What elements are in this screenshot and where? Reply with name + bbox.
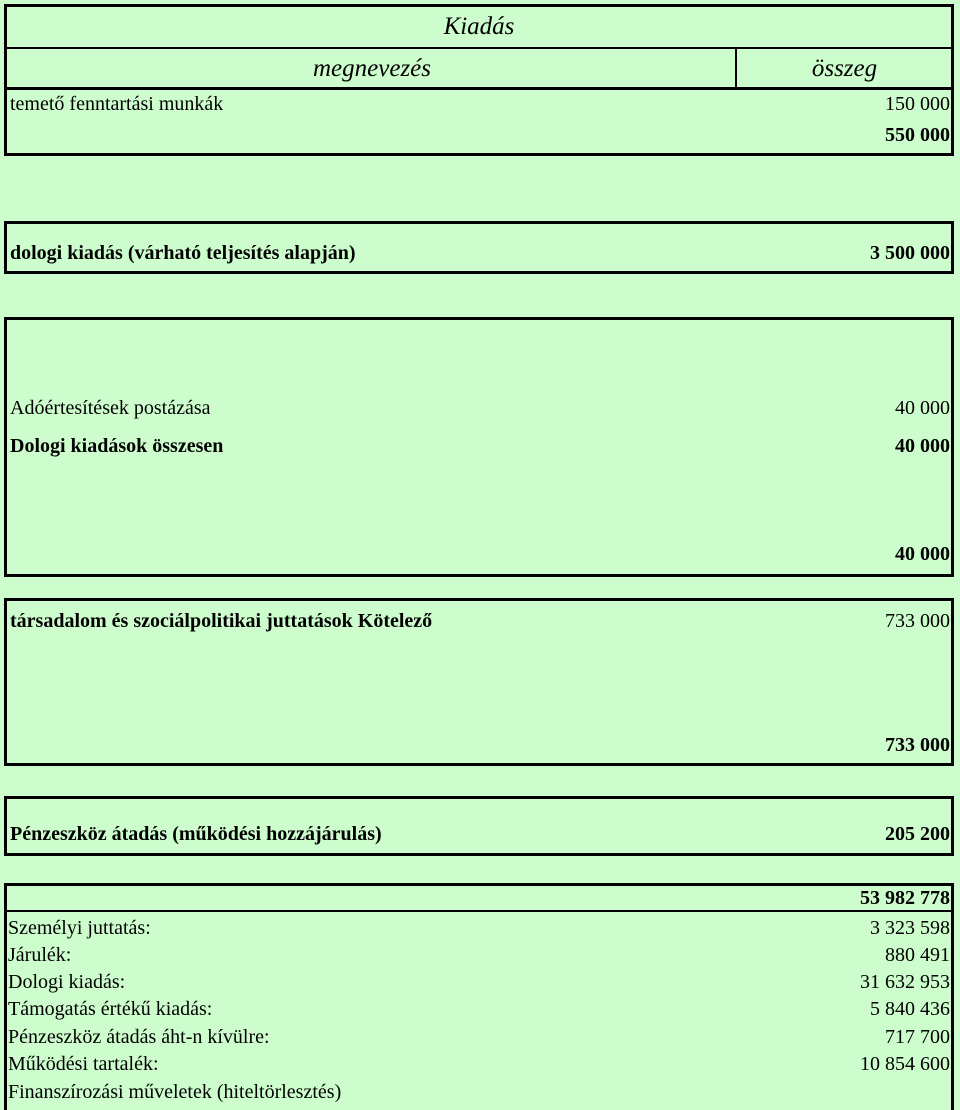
row-label: temető fenntartási munkák [10,92,224,115]
table-row [10,90,950,118]
column-header-amount: összeg [811,55,878,82]
row-label: Pénzeszköz átadás áht-n kívülre: [8,1025,270,1048]
table-row [10,239,950,267]
table-title: Kiadás [443,13,515,40]
row-label: Finanszírozási műveletek (hiteltörlesztés) [8,1080,342,1103]
column-header-name: megnevezés [313,55,431,82]
row-amount: 40 000 [895,434,950,457]
summary-total-row [10,884,950,912]
row-amount: 150 000 [885,92,950,115]
row-label: Dologi kiadás: [8,970,126,993]
row-label: társadalom és szociálpolitikai juttatások Kötelező [10,609,433,632]
block-total: 40 000 [895,542,950,565]
summary-row [8,995,950,1023]
table-row [10,607,950,635]
block-total-row [10,731,950,759]
summary-total: 53 982 778 [860,886,950,909]
row-amount: 733 000 [885,609,950,632]
table-row [10,394,950,422]
row-amount: 10 854 600 [860,1052,950,1075]
summary-row [8,941,950,969]
row-amount: 40 000 [895,396,950,419]
table-row [10,432,950,460]
summary-row [8,1050,950,1078]
row-amount: 31 632 953 [860,970,950,993]
row-label: Működési tartalék: [8,1052,159,1075]
row-amount: 880 491 [885,943,950,966]
block-total: 733 000 [885,733,950,756]
row-label: Adóértesítések postázása [10,396,211,419]
block-total-row [10,121,950,149]
summary-row [8,1078,950,1106]
summary-row [8,1023,950,1051]
block-total-row [10,540,950,568]
block-total: 550 000 [885,123,950,146]
row-label: Pénzeszköz átadás (működési hozzájárulás) [10,822,382,845]
row-amount: 717 700 [885,1025,950,1048]
row-label: Dologi kiadások összesen [10,434,224,457]
summary-row [8,914,950,942]
row-label: dologi kiadás (várható teljesítés alapján) [10,241,356,264]
row-amount: 5 840 436 [870,997,950,1020]
row-label: Személyi juttatás: [8,916,151,939]
row-label: Járulék: [8,943,72,966]
row-amount: 205 200 [885,822,950,845]
row-amount: 3 500 000 [870,241,950,264]
summary-row [8,968,950,996]
row-label: Támogatás értékű kiadás: [8,997,213,1020]
row-amount: 3 323 598 [870,916,950,939]
table-header [4,4,954,90]
table-row [10,820,950,848]
